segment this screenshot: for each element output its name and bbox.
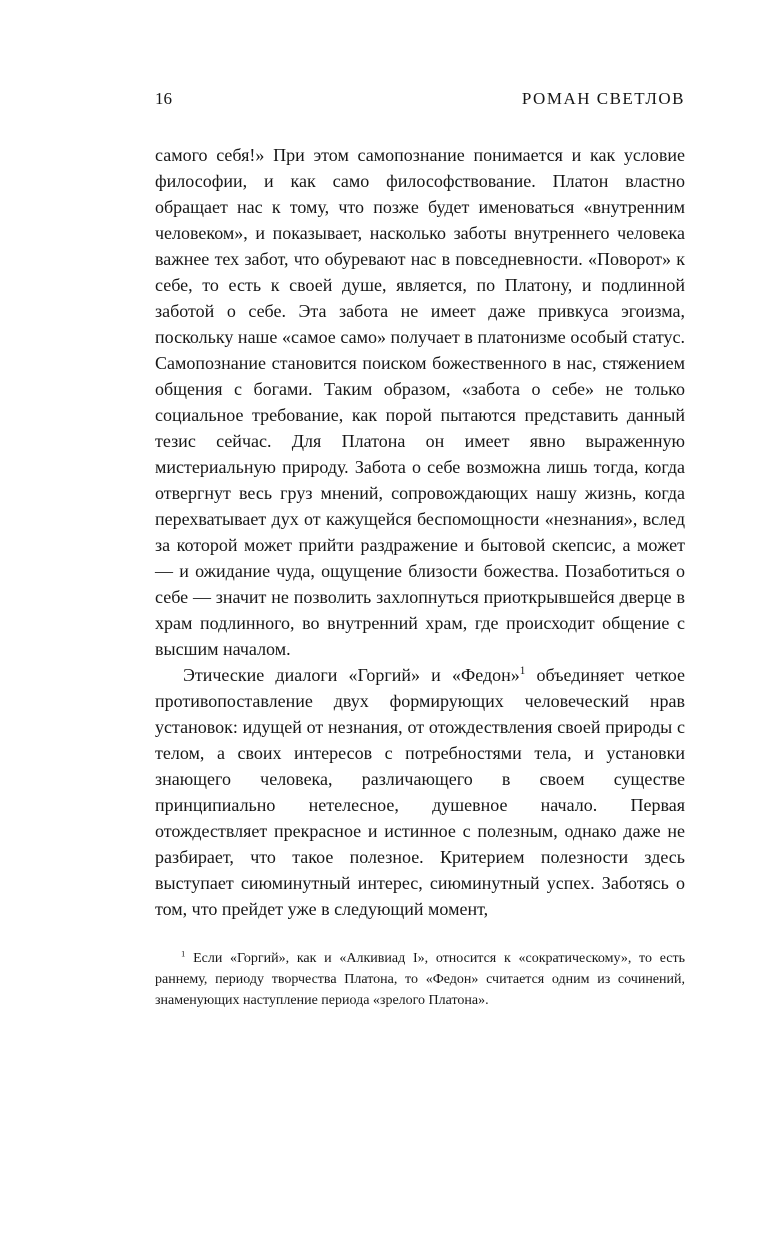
page-number: 16 <box>155 89 172 108</box>
footnote-ref: 1 <box>519 665 526 677</box>
paragraph-text: Этические диалоги «Горгий» и «Федон» <box>183 665 520 685</box>
paragraph-text: объединяет четкое противопоставление двух формирующих человеческий нрав установок: идущей от незнания, от отождествления своей природы с телом, а своих интересов с потребностями тела, и установки знающего человека, различающего в своем существе принципиально нетелесное, душевное начало. Первая отождествляет прекрасное и истинное с полезным, однако даже не разбирает, что такое полезное. Критерием полезности здесь выступает сиюминутный интерес, сиюминутный успех. Заботясь о том, что прейдет уже в следующий момент, <box>155 665 685 919</box>
page-body <box>155 142 685 922</box>
page-header <box>155 90 685 108</box>
footnote-block <box>155 948 685 1011</box>
running-header-author: РОМАН СВЕТЛОВ <box>521 89 685 108</box>
footnote-text: Если «Горгий», как и «Алкивиад I», относится к «сократическому», то есть раннему, периоду творчества Платона, то «Федон» считается одним из сочинений, знаменующих наступление периода «зрелого Платона». <box>155 951 685 1008</box>
footnote-marker: 1 <box>181 948 186 959</box>
paragraph <box>155 662 685 922</box>
paragraph: самого себя!» При этом самопознание понимается и как условие философии, и как само философствование. Платон властно обращает нас к тому, что позже будет именоваться «внутренним человеком», и показывает, насколько заботы внутреннего человека важнее тех забот, что обуревают нас в повседневности. «Поворот» к себе, то есть к своей душе, является, по Платону, и подлинной заботой о себе. Эта забота не имеет даже привкуса эгоизма, поскольку наше «самое само» получает в платонизме особый статус. Самопознание становится поиском божественного в нас, стяжением общения с богами. Таким образом, «забота о себе» не только социальное требование, как порой пытаются представить данный тезис сейчас. Для Платона он имеет явно выраженную мистериальную природу. Забота о себе возможна лишь тогда, когда отвергнут весь груз мнений, сопровождающих нашу жизнь, когда перехватывает дух от кажущейся беспомощности «незнания», вслед за которой может прийти раздражение и бытовой скепсис, а может — и ожидание чуда, ощущение близости божества. Позаботиться о себе — значит не позволить захлопнуться приоткрывшейся дверце в храм подлинного, во внутренний храм, где происходит общение с высшим началом. <box>155 145 685 659</box>
footnote-item <box>155 948 685 1011</box>
